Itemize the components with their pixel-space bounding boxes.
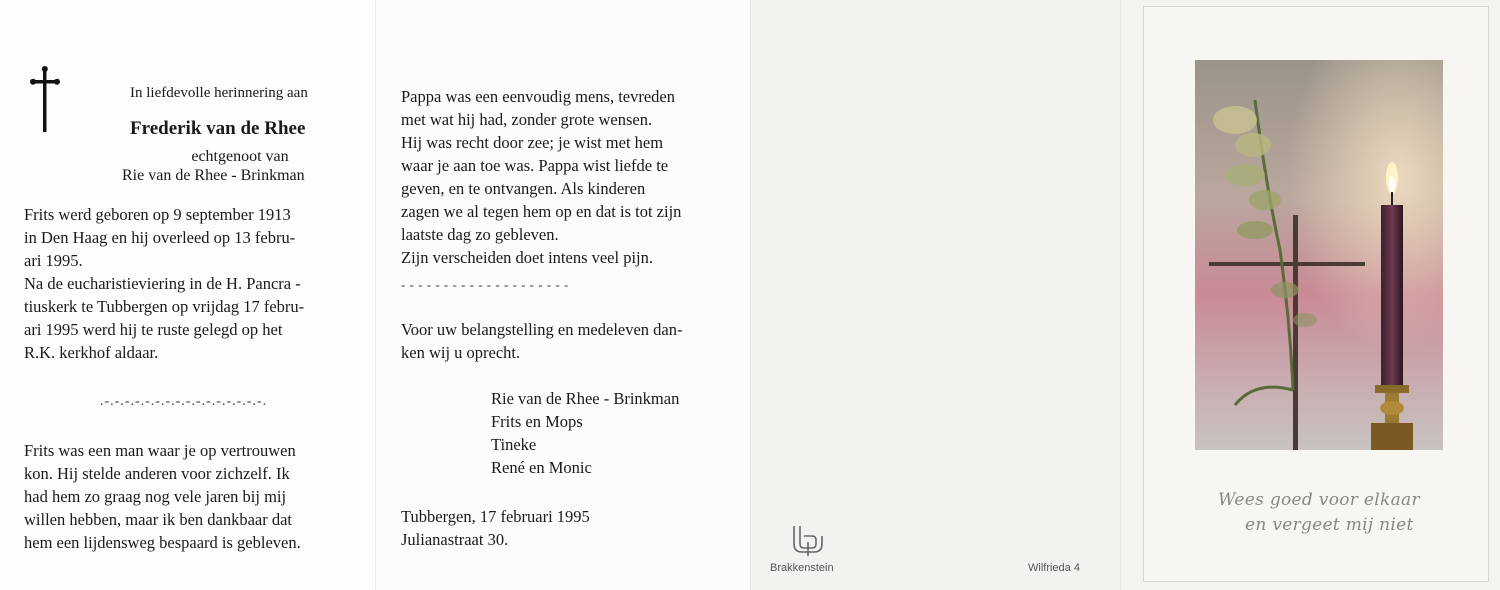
- text-line: zagen we al tegen hem op en dat is tot zijn: [401, 202, 682, 221]
- text-line: Pappa was een eenvoudig mens, tevreden: [401, 87, 675, 106]
- right-inner-page: [375, 0, 750, 590]
- deceased-name: Frederik van de Rhee: [130, 118, 306, 139]
- family-member: Rie van de Rhee - Brinkman: [491, 389, 680, 408]
- brakkenstein-logo-icon: [788, 522, 828, 556]
- verse-line: Wees goed voor elkaar: [1218, 490, 1420, 510]
- cross-icon: [30, 66, 60, 132]
- place-date: Tubbergen, 17 februari 1995: [401, 507, 590, 526]
- relation-line: echtgenoot van: [191, 148, 289, 165]
- dedication-line: In liefdevolle herinnering aan: [130, 85, 308, 101]
- text-line: ken wij u oprecht.: [401, 343, 521, 362]
- text-line: laatste dag zo gebleven.: [401, 225, 559, 244]
- text-line: waar je aan toe was. Pappa wist liefde te: [401, 156, 669, 175]
- separator: .-.-.-.-.-.-.-.-.-.-.-.-.-.-.-.-.: [100, 394, 268, 409]
- text-line: ari 1995.: [24, 251, 83, 270]
- text-line: met wat hij had, zonder grote wensen.: [401, 110, 653, 129]
- text-line: ari 1995 werd hij te ruste gelegd op het: [24, 320, 283, 339]
- text-line: Voor uw belangstelling en medeleven dan-: [401, 320, 683, 339]
- text-line: willen hebben, maar ik ben dankbaar dat: [24, 510, 293, 529]
- family-member: René en Monic: [491, 458, 592, 477]
- text-line: R.K. kerkhof aldaar.: [24, 343, 159, 362]
- left-inner-page: [0, 0, 375, 590]
- address: Julianastraat 30.: [401, 530, 509, 549]
- text-line: Zijn verscheiden doet intens veel pijn.: [401, 248, 654, 267]
- text-line: kon. Hij stelde anderen voor zichzelf. Ik: [24, 464, 290, 483]
- separator: - - - - - - - - - - - - - - - - - - - -: [401, 277, 569, 292]
- text-line: in Den Haag en hij overleed op 13 febru-: [24, 228, 296, 247]
- family-member: Frits en Mops: [491, 412, 583, 431]
- back-cover: [750, 0, 1120, 590]
- card-code: Wilfrieda 4: [1028, 562, 1080, 574]
- family-member: Tineke: [491, 435, 537, 454]
- text-line: Frits werd geboren op 9 september 1913: [24, 205, 291, 224]
- text-line: Hij was recht door zee; je wist met hem: [401, 133, 664, 152]
- text-line: Na de eucharistieviering in de H. Pancra -: [24, 274, 301, 293]
- spouse-name: Rie van de Rhee - Brinkman: [122, 167, 305, 184]
- text-line: tiuskerk te Tubbergen op vrijdag 17 febru-: [24, 297, 305, 316]
- candle-and-cross-photo: [1195, 60, 1443, 450]
- text-line: geven, en te ontvangen. Als kinderen: [401, 179, 646, 198]
- publisher-name: Brakkenstein: [770, 562, 834, 574]
- text-line: Frits was een man waar je op vertrouwen: [24, 441, 296, 460]
- text-line: hem een lijdensweg bespaard is gebleven.: [24, 533, 301, 552]
- text-line: had hem zo graag nog vele jaren bij mij: [24, 487, 287, 506]
- verse-line: en vergeet mij niet: [1245, 515, 1414, 535]
